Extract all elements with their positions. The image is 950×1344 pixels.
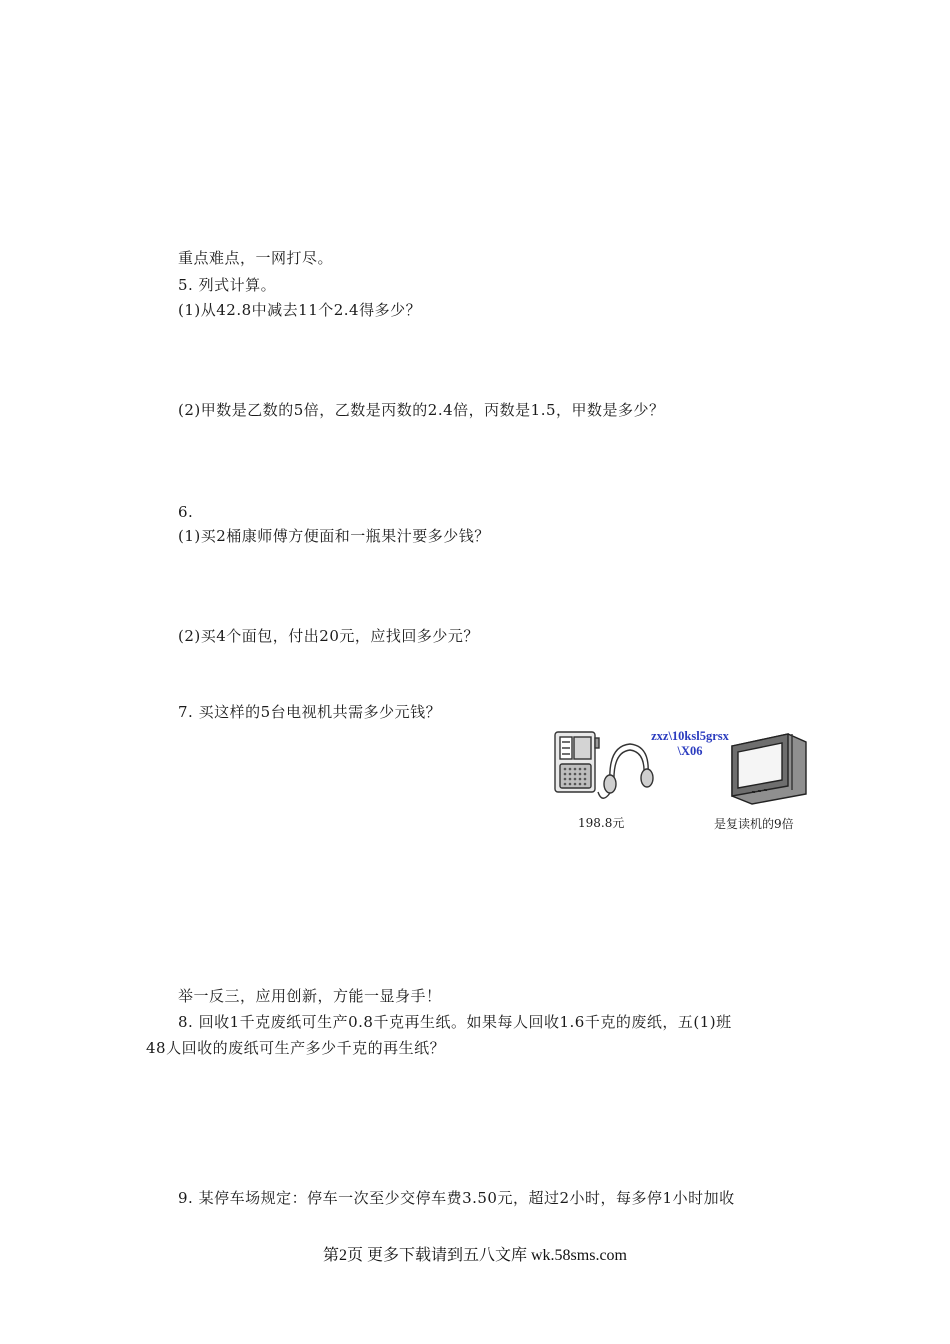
question-9-line-1: 9. 某停车场规定：停车一次至少交停车费3.50元，超过2小时，每多停1小时加收 — [178, 1189, 735, 1207]
tv-price-label: 是复读机的9倍 — [714, 817, 794, 831]
watermark-line-2: \X06 — [677, 744, 703, 758]
question-7-figure — [552, 724, 812, 836]
question-5-title: 5. 列式计算。 — [178, 276, 277, 294]
section-heading-key-points: 重点难点，一网打尽。 — [178, 249, 334, 267]
question-5-part-2: (2)甲数是乙数的5倍，乙数是丙数的2.4倍，丙数是1.5，甲数是多少？ — [178, 401, 665, 419]
question-6-part-1: (1)买2桶康师傅方便面和一瓶果汁要多少钱？ — [178, 527, 490, 545]
figure-watermark — [640, 729, 740, 759]
price-label: 198.8元 — [578, 816, 625, 830]
section-heading-apply: 举一反三，应用创新，方能一显身手！ — [178, 987, 442, 1005]
question-8-line-2: 48人回收的废纸可生产多少千克的再生纸？ — [146, 1039, 446, 1057]
question-7-title: 7. 买这样的5台电视机共需多少元钱？ — [178, 703, 442, 721]
cassette-player-icon — [555, 732, 599, 792]
page-footer: 第2页 更多下载请到五八文库 wk.58sms.com — [322, 1247, 627, 1264]
question-8-line-1: 8. 回收1千克废纸可生产0.8千克再生纸。如果每人回收1.6千克的废纸，五(1)班 — [178, 1013, 732, 1031]
question-6-title: 6. — [178, 503, 194, 521]
question-6-part-2: (2)买4个面包，付出20元，应找回多少元？ — [178, 627, 479, 645]
television-icon — [732, 734, 806, 804]
question-5-part-1: (1)从42.8中减去11个2.4得多少？ — [178, 301, 422, 319]
watermark-line-1: zxz\10ksl5grsx — [651, 729, 729, 743]
